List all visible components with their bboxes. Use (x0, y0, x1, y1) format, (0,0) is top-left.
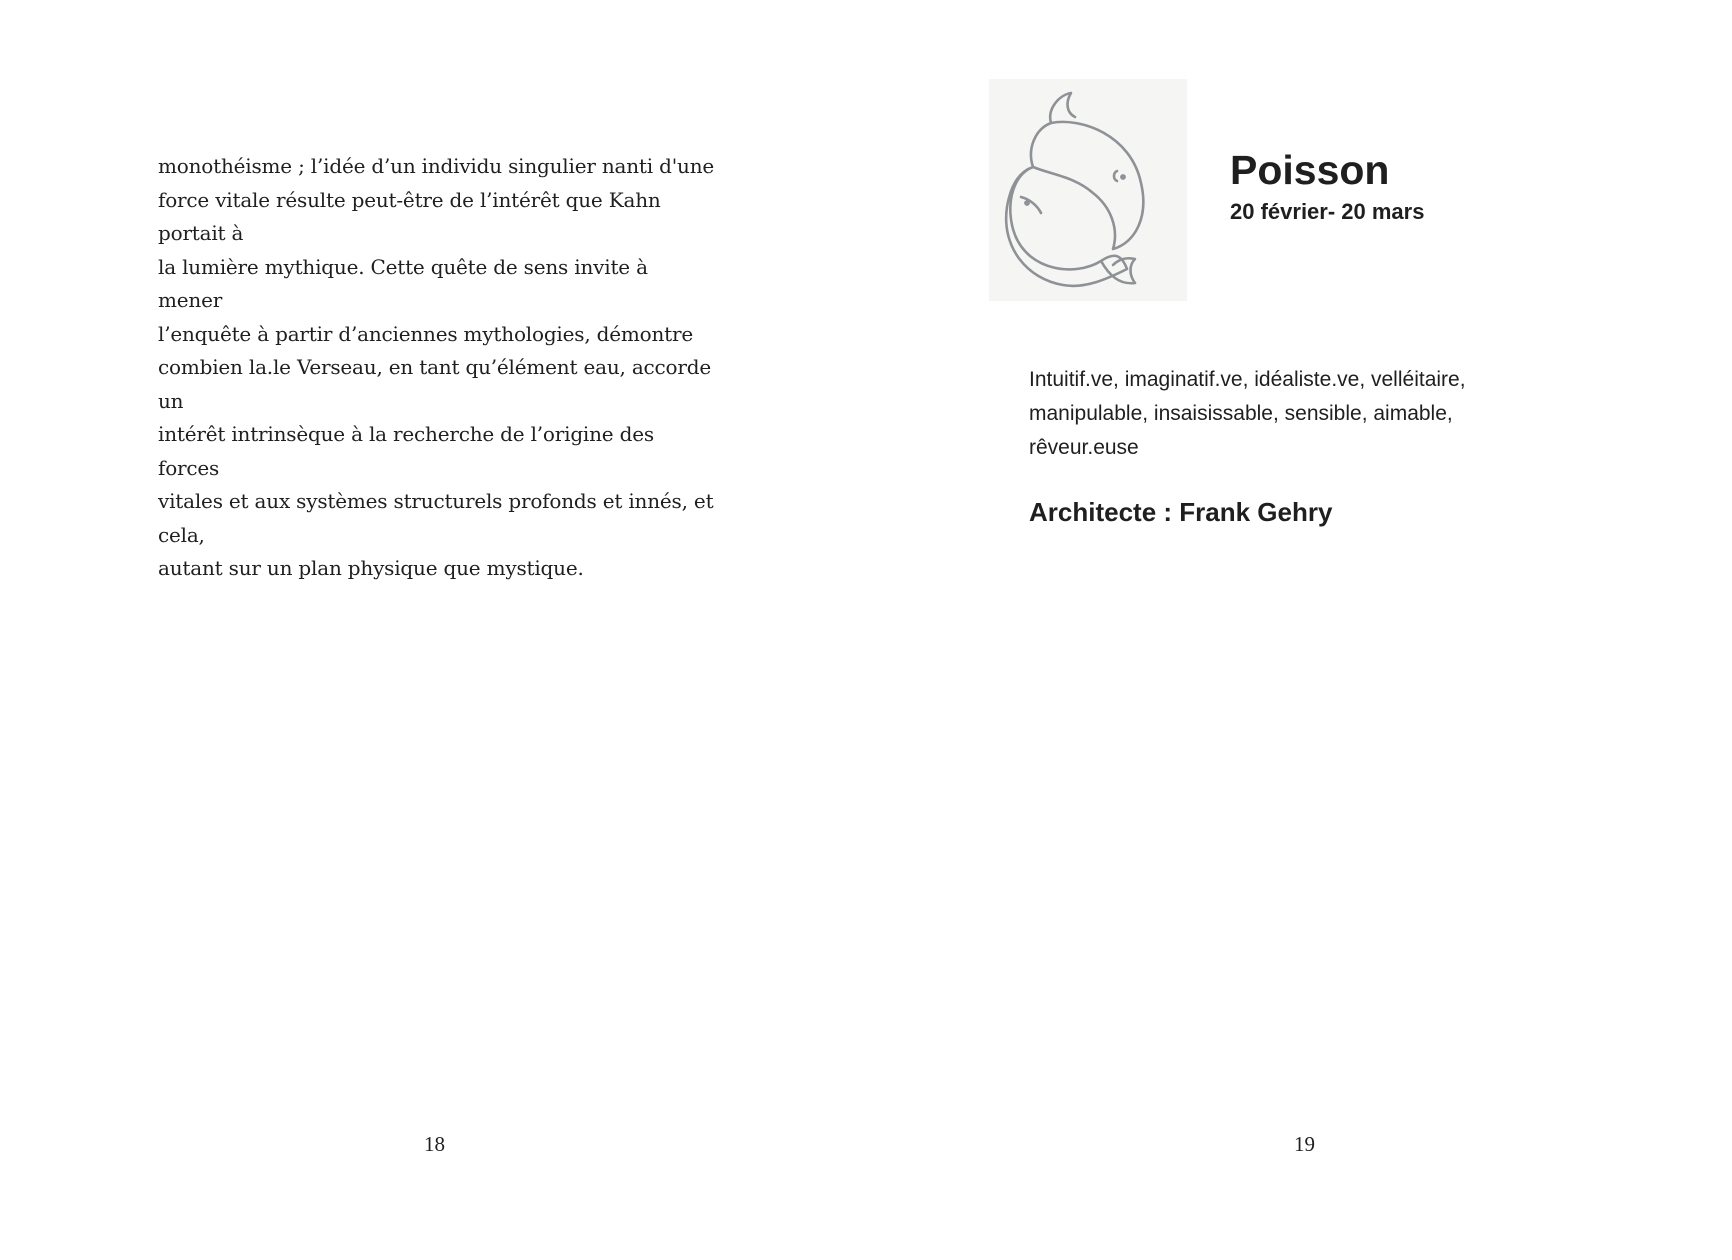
body-line: intérêt intrinsèque à la recherche de l’origine des forces (158, 422, 654, 480)
traits-line: manipulable, insaisissable, sensible, aimable, (1029, 402, 1453, 425)
body-line: autant sur un plan physique que mystique. (158, 556, 584, 580)
body-line: force vitale résulte peut-être de l’intérêt que Kahn portait à (158, 187, 661, 245)
body-paragraph (158, 150, 718, 586)
body-line: la lumière mythique. Cette quête de sens invite à mener (158, 254, 648, 312)
right-page (866, 0, 1732, 1260)
body-line: vitales et aux systèmes structurels profonds et innés, et cela, (158, 489, 714, 547)
traits-line: rêveur.euse (1029, 436, 1139, 459)
architect-heading: Architecte : Frank Gehry (1029, 497, 1333, 527)
body-line: l’enquête à partir d’anciennes mythologies, démontre (158, 321, 693, 346)
pisces-fish-icon (989, 79, 1187, 301)
traits-line: Intuitif.ve, imaginatif.ve, idéaliste.ve, velléitaire, (1029, 368, 1466, 391)
page-number-left: 18 (424, 1132, 445, 1156)
body-line: combien la.le Verseau, en tant qu’élément eau, accorde un (158, 355, 711, 413)
sign-dates: 20 février- 20 mars (1230, 199, 1425, 224)
body-line: monothéisme ; l’idée d’un individu singulier nanti d'une (158, 154, 715, 178)
sign-title: Poisson (1230, 147, 1390, 193)
traits-paragraph (1029, 363, 1529, 465)
page-number-right: 19 (1294, 1132, 1315, 1156)
